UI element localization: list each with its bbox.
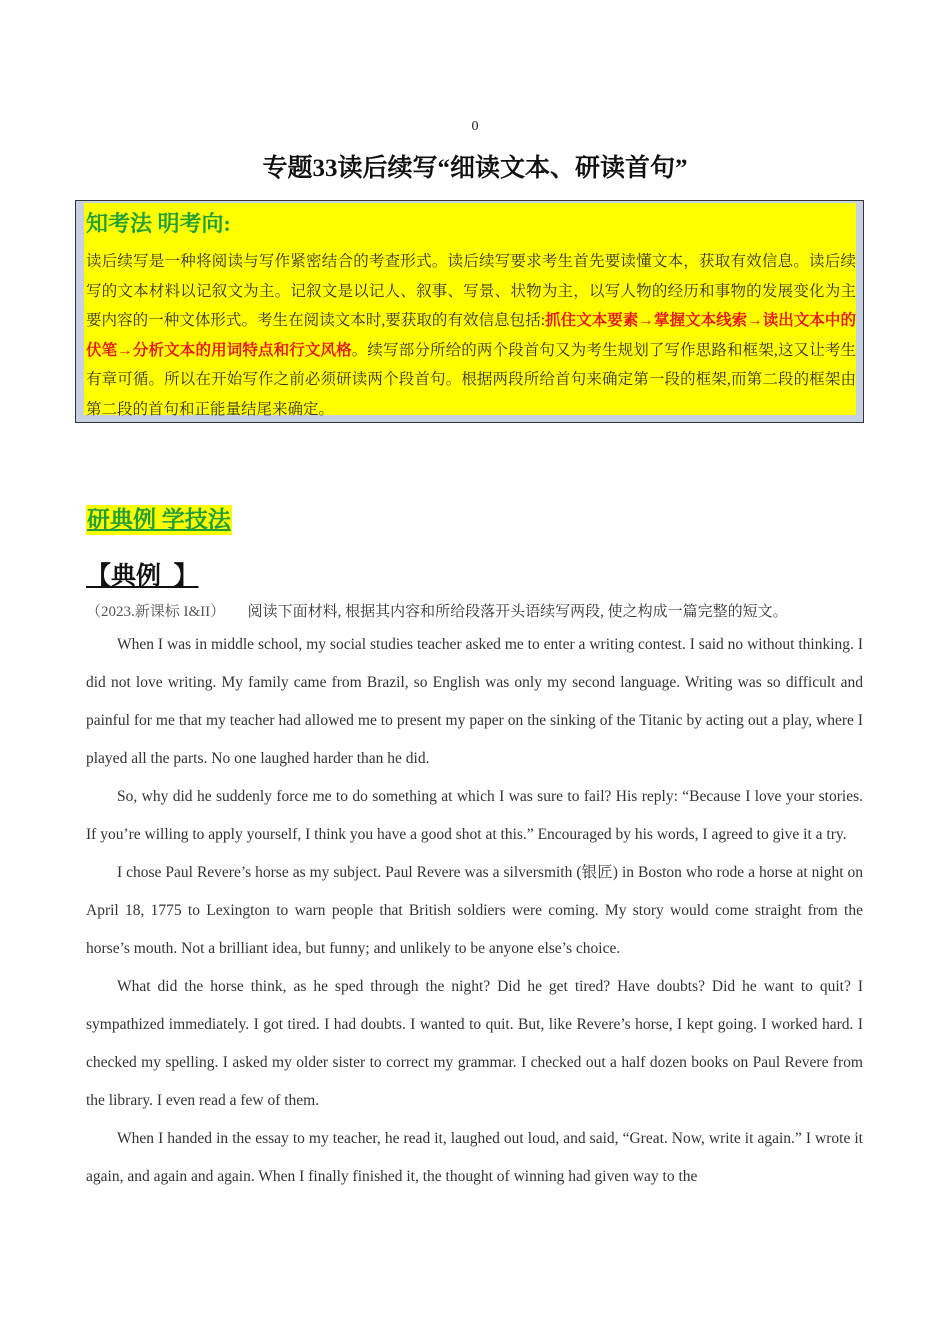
essay-paragraph: I chose Paul Revere’s horse as my subject. Paul Revere was a silversmith (银匠) in Boston who rode a horse at night on April 18, 1775 to Lexington to warn people that British soldiers were coming. My story would come straight from the horse’s mouth. Not a brilliant idea, but funny; and unlikely to be anyone else’s choice.: [86, 864, 863, 957]
intro-text-before: 读后续写是一种将阅读与写作紧密结合的考查形式。读后续写要求考生首先要读懂文本，获取有效信息。读后续写的文本材料以记叙文为主。记叙文是以记人、叙事、写景、状物为主，以写人物的经历和事物的发展变化为主要内容的一种文体形式。考生在阅读文本时,要获取的有效信息包括:: [86, 253, 856, 329]
essay-paragraph: When I handed in the essay to my teacher, he read it, laughed out loud, and said, “Great. Now, write it again.” I wrote it again, and again and again. When I finally finished it, the thought of winning had given way to the: [86, 1130, 863, 1185]
source-label: （2023.新课标 I&II）: [86, 604, 226, 620]
source-line: [86, 600, 886, 621]
intro-text-highlight: 抓住文本要素→掌握文本线索→读出文本中的伏笔→分析文本的用词特点和行文风格: [86, 312, 856, 359]
intro-heading: 知考法 明考向:: [86, 211, 231, 236]
page-title: 专题33读后续写“细读文本、研读首句”: [262, 155, 688, 182]
essay-paragraph: What did the horse think, as he sped through the night? Did he get tired? Have doubts? Did he want to quit? I sympathized immediately. I got tired. I had doubts. I wanted to quit. But, like Revere’s horse, I kept going. I worked hard. I checked my spelling. I asked my older sister to correct my grammar. I checked out a half dozen books on Paul Revere from the library. I even read a few of them.: [86, 978, 863, 1109]
intro-box-highlight: [84, 203, 856, 418]
section-heading: 研典例 学技法: [86, 505, 232, 535]
page-number: 0: [471, 119, 479, 134]
essay: [86, 626, 863, 1196]
intro-text: [86, 247, 856, 424]
intro-text-after: 。续写部分所给的两个段首句又为考生规划了写作思路和框架,这又让考生有章可循。所以在开始写作之前必须研读两个段首句。根据两段所给首句来确定第一段的框架,而第二段的框架由第二段的首句和正能量结尾来确定。: [86, 341, 856, 418]
essay-paragraph: When I was in middle school, my social studies teacher asked me to enter a writing contest. I said no without thinking. I did not love writing. My family came from Brazil, so English was only my second language. Writing was so difficult and painful for me that my teacher had allowed me to present my paper on the sinking of the Titanic by acting out a play, where I played all the parts. No one laughed harder than he did.: [86, 636, 863, 767]
intro-box: [75, 200, 864, 423]
essay-paragraph: So, why did he suddenly force me to do something at which I was sure to fail? His reply: “Because I love your stories. If you’re willing to apply yourself, I think you have a good shot at this.” Encouraged by his words, I agreed to give it a try.: [86, 788, 863, 843]
instruction-text: 阅读下面材料, 根据其内容和所给段落开头语续写两段, 使之构成一篇完整的短文。: [247, 604, 788, 620]
example-heading: 【典例 】: [86, 563, 199, 590]
